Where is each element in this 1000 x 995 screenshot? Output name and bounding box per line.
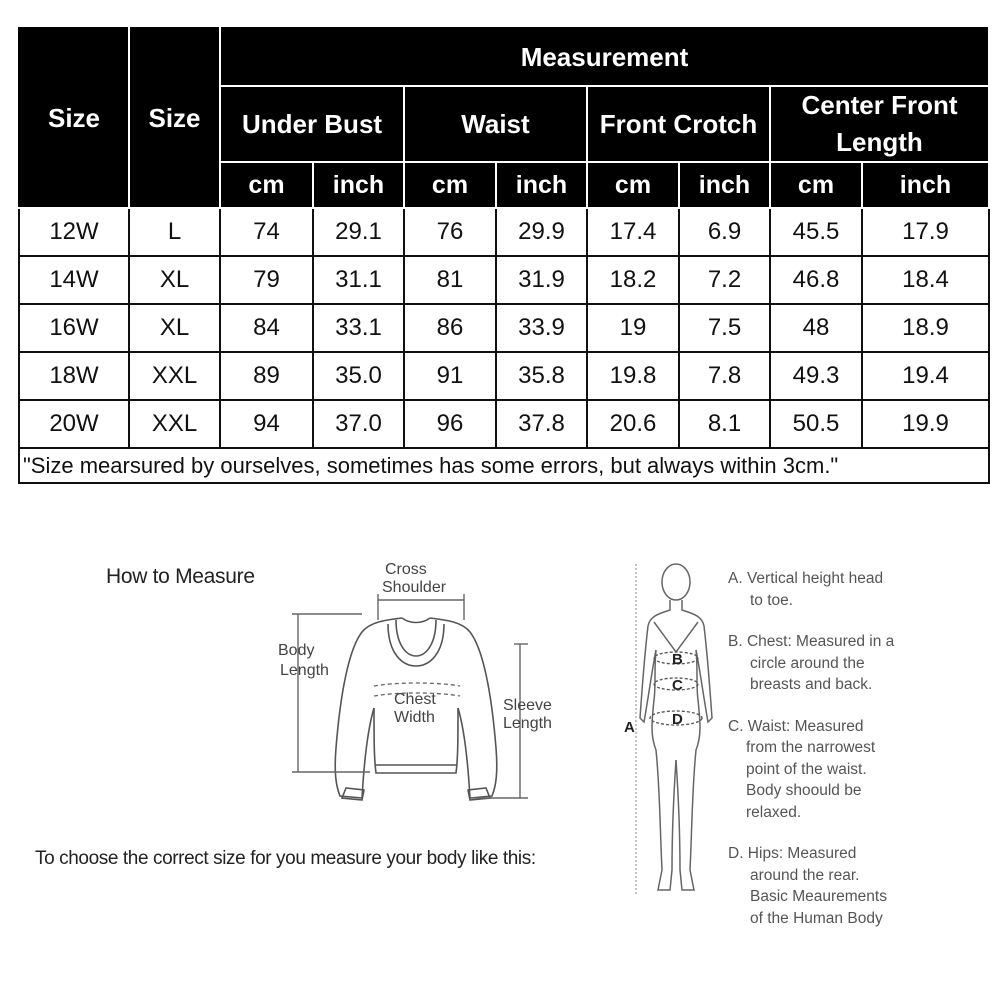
group-header-under-bust: Under Bust: [220, 86, 404, 162]
table-row: [19, 256, 989, 304]
table-cell: 7.2: [679, 256, 770, 304]
body-letter-d: D: [672, 711, 683, 728]
table-cell: 12W: [19, 208, 129, 256]
garment-label-chest: Chest: [394, 691, 436, 708]
table-cell: 20W: [19, 400, 129, 448]
unit-header: inch: [679, 162, 770, 208]
size-chart-table: [18, 27, 990, 484]
table-cell: 37.8: [496, 400, 587, 448]
note-b: B. Chest: Measured in a circle around the breasts and back.: [728, 633, 895, 693]
table-cell: XL: [129, 304, 220, 352]
table-cell: 18W: [19, 352, 129, 400]
table-cell: 33.9: [496, 304, 587, 352]
unit-header: cm: [587, 162, 679, 208]
table-cell: 84: [220, 304, 313, 352]
group-header-waist: Waist: [404, 86, 587, 162]
group-header-center-front-length: Center Front Length: [770, 86, 989, 162]
body-letter-b: B: [672, 651, 683, 668]
table-cell: 35.8: [496, 352, 587, 400]
note-a: A. Vertical height head to toe.: [728, 570, 884, 609]
table-cell: 74: [220, 208, 313, 256]
table-cell: 7.8: [679, 352, 770, 400]
table-cell: 20.6: [587, 400, 679, 448]
table-cell: 37.0: [313, 400, 404, 448]
table-cell: 89: [220, 352, 313, 400]
body-figure-diagram: [610, 560, 720, 910]
size-header-2: Size: [129, 28, 220, 208]
table-cell: 31.9: [496, 256, 587, 304]
garment-label-sleeve-length: Length: [503, 715, 552, 732]
table-cell: 19.8: [587, 352, 679, 400]
table-cell: 35.0: [313, 352, 404, 400]
table-cell: 29.1: [313, 208, 404, 256]
table-cell: 94: [220, 400, 313, 448]
table-cell: L: [129, 208, 220, 256]
garment-label-shoulder: Shoulder: [382, 579, 447, 596]
table-cell: 76: [404, 208, 496, 256]
how-to-measure-title: How to Measure: [106, 565, 255, 588]
table-row: [19, 304, 989, 352]
table-row: [19, 400, 989, 448]
table-cell: 46.8: [770, 256, 862, 304]
garment-label-cross: Cross: [385, 561, 427, 578]
table-row: [19, 352, 989, 400]
table-cell: 8.1: [679, 400, 770, 448]
table-cell: 19.4: [862, 352, 989, 400]
table-cell: 86: [404, 304, 496, 352]
table-cell: 91: [404, 352, 496, 400]
measurement-notes: [728, 568, 988, 949]
table-cell: 79: [220, 256, 313, 304]
unit-header: inch: [496, 162, 587, 208]
table-cell: 17.9: [862, 208, 989, 256]
note-c: C. Waist: Measured from the narrowest point of the waist. Body shoould be relaxed.: [728, 717, 876, 821]
table-cell: 45.5: [770, 208, 862, 256]
group-header-front-crotch: Front Crotch: [587, 86, 770, 162]
measurement-header: Measurement: [220, 28, 989, 86]
unit-header: cm: [220, 162, 313, 208]
table-cell: 17.4: [587, 208, 679, 256]
unit-header: cm: [770, 162, 862, 208]
body-letter-a: A: [624, 719, 635, 736]
table-cell: 6.9: [679, 208, 770, 256]
table-row: [19, 208, 989, 256]
table-cell: 81: [404, 256, 496, 304]
note-d: D. Hips: Measured around the rear. Basic Meaurements of the Human Body: [728, 845, 887, 927]
table-cell: 50.5: [770, 400, 862, 448]
garment-label-body-length: Length: [280, 662, 329, 679]
table-cell: 16W: [19, 304, 129, 352]
table-cell: 19.9: [862, 400, 989, 448]
table-cell: 49.3: [770, 352, 862, 400]
table-cell: 14W: [19, 256, 129, 304]
table-cell: 33.1: [313, 304, 404, 352]
unit-header: inch: [313, 162, 404, 208]
table-cell: XXL: [129, 400, 220, 448]
garment-label-sleeve: Sleeve: [503, 697, 552, 714]
sweater-diagram: [270, 558, 560, 818]
table-cell: XL: [129, 256, 220, 304]
unit-header: cm: [404, 162, 496, 208]
size-note: "Size mearsured by ourselves, sometimes has some errors, but always within 3cm.": [19, 448, 989, 483]
body-letter-c: C: [672, 677, 683, 694]
table-cell: XXL: [129, 352, 220, 400]
size-header-1: Size: [19, 28, 129, 208]
table-cell: 18.4: [862, 256, 989, 304]
garment-label-width: Width: [394, 709, 435, 726]
table-cell: 19: [587, 304, 679, 352]
table-cell: 48: [770, 304, 862, 352]
table-cell: 18.9: [862, 304, 989, 352]
garment-label-body: Body: [278, 642, 315, 659]
table-cell: 29.9: [496, 208, 587, 256]
table-cell: 96: [404, 400, 496, 448]
table-cell: 18.2: [587, 256, 679, 304]
unit-header: inch: [862, 162, 989, 208]
table-cell: 31.1: [313, 256, 404, 304]
table-cell: 7.5: [679, 304, 770, 352]
choose-size-instruction: To choose the correct size for you measure your body like this:: [35, 848, 536, 869]
